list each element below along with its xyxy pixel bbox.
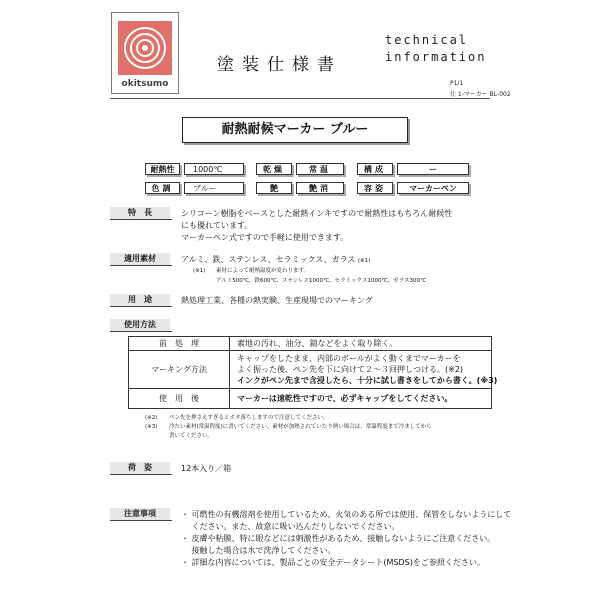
caution-line: 接触した場合は水で洗浄してください。 <box>181 546 336 555</box>
caution-line: ・ 詳細な内容については、製品ごとの安全データシート(MSDS)をご参照ください。 <box>181 558 485 567</box>
header-divider <box>110 98 490 99</box>
page-number: P1/1 <box>450 80 464 87</box>
color-tone-label: 色調 <box>145 182 180 194</box>
packing-underline <box>110 474 172 475</box>
method-note-2: ペン先を押さえすぎるとボタ落ちしますので注意してください。 <box>169 415 329 421</box>
method-row-text: マーカーは速乾性ですので、必ずキャップをしてください。 <box>237 394 453 403</box>
gloss-value: 艶消 <box>296 182 344 194</box>
method-note-3-mark: (※3) <box>145 424 158 430</box>
caution-line: ・ 皮膚や粘膜、特に眼などには刺激性があるため、接触しないようにご注意ください。 <box>181 534 496 543</box>
tech-line-2: information <box>385 50 487 64</box>
uses-underline <box>110 306 172 307</box>
materials-note-1: 素材によって耐熱温度が変わります。 <box>216 268 310 274</box>
method-row-label: 前 処 理 <box>129 337 230 350</box>
method-row-label: マーキング方法 <box>129 351 230 388</box>
method-table <box>128 336 498 409</box>
composition-label: 構成 <box>357 163 393 175</box>
materials-note-2: アルミ500℃、鉄600℃、ステンレス1000℃、セラミックス1000℃、ガラス300℃ <box>216 278 427 284</box>
method-note-3b: 書いてください。 <box>169 433 214 439</box>
materials-section-label: 適用素材 <box>110 253 170 265</box>
packing-section-label: 荷 姿 <box>110 462 170 474</box>
features-underline <box>110 219 172 220</box>
features-line-3: マーカーペン式ですので手軽に使用できます。 <box>181 233 349 242</box>
tech-line-1: technical <box>385 33 469 47</box>
packing-text: 12本入り／箱 <box>181 464 232 473</box>
method-section-label: 使用方法 <box>110 319 170 331</box>
materials-list <box>181 254 370 267</box>
product-name: 耐熱耐候マーカー ブルー <box>182 117 408 143</box>
caution-line: ・ 可燃性の有機溶剤を使用しているため、火気のある所では使用、保管をしないようにして <box>181 510 512 519</box>
method-note-2-mark: (※2) <box>145 415 158 421</box>
materials-note-ref: (※1) <box>357 258 371 264</box>
uses-text: 熱処理工業、各種の熱実験、生産現場でのマーキング <box>181 296 373 305</box>
drying-label: 乾燥 <box>256 163 292 175</box>
materials-text: アルミ、鉄、ステンレス、セラミックス、ガラス <box>181 255 356 264</box>
caution-section-label: 注意事項 <box>110 508 170 520</box>
method-row-after-use <box>129 389 491 408</box>
method-row-text: よく振った後、ペン先を下に向けて２～３回押しつける。(※2) <box>237 365 464 374</box>
logo-mark-icon <box>118 21 172 75</box>
method-note-3: 冷たい素材(常温程度)に書いてください。素材が加熱されていたり熱い場合は、常温程度まで冷ましてから <box>169 424 432 430</box>
caution-underline <box>110 520 172 521</box>
logo-text: okitsumo <box>121 79 169 89</box>
method-row-text: 素地の汚れ、油分、錆などをよく取り除く。 <box>237 339 398 348</box>
features-section-label: 特 長 <box>110 207 170 219</box>
technical-information-heading <box>385 32 486 66</box>
method-row-marking <box>129 351 498 389</box>
color-tone-value: ブルー <box>184 182 244 194</box>
heat-resistance-value: 1000℃ <box>184 163 244 175</box>
materials-underline <box>110 265 172 266</box>
heat-resistance-label: 耐熱性 <box>145 163 180 175</box>
features-line-1: シリコーン樹脂をベースとした耐熱インキですので耐熱性はもちろん耐候性 <box>181 209 453 218</box>
method-row-pretreatment <box>129 337 491 351</box>
container-label: 容姿 <box>357 182 393 194</box>
caution-line: ください。また、故意に吸い込んだりしないでください。 <box>181 522 400 531</box>
uses-section-label: 用 途 <box>110 294 170 306</box>
company-logo <box>111 12 179 94</box>
gloss-label: 艶 <box>256 182 292 194</box>
method-row-label: 使 用 後 <box>129 389 230 408</box>
document-code: 仕 1-マーカー BL-002 <box>450 91 511 98</box>
container-value: マーカーペン <box>397 182 469 194</box>
materials-note-mark: (※1) <box>193 268 206 274</box>
method-row-text: インクがペン先まで含浸したら、十分に試し書きをしてから書く。(※3) <box>237 376 498 385</box>
method-row-text: キャップをしたまま、内部のボールがよく動くまでマーカーを <box>237 354 461 363</box>
document-title: 塗装仕様書 <box>217 55 342 75</box>
method-underline <box>110 331 172 332</box>
features-line-2: にも優れています。 <box>181 221 253 230</box>
composition-value: ー <box>397 163 469 175</box>
drying-value: 常温 <box>296 163 344 175</box>
